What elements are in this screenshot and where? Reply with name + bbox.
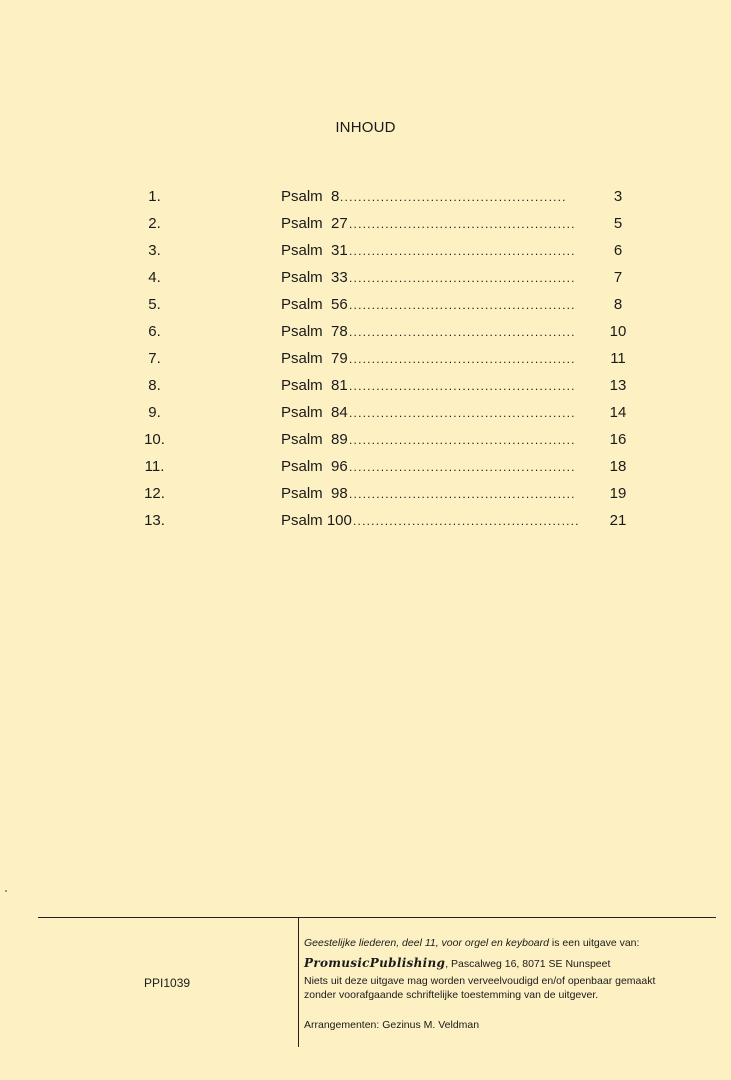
toc-page-number: 16 [609, 431, 627, 448]
toc-leader-dots: .................................................. [349, 244, 576, 258]
toc-leader-dots: .................................................. [349, 487, 576, 501]
toc-entry: Psalm 31 [281, 242, 348, 259]
toc-leader-dots: .................................................. [349, 460, 576, 474]
toc-number: 5. [148, 296, 161, 313]
toc-number: 13. [144, 512, 165, 529]
footer-divider-horizontal [38, 917, 716, 918]
toc-number: 8. [148, 377, 161, 394]
toc-leader-dots: .................................................. [349, 217, 576, 231]
toc-leader-dots: .................................................. [349, 433, 576, 447]
toc-leader-dots: .................................................. [349, 352, 576, 366]
toc-page-number: 21 [609, 512, 627, 529]
toc-leader-dots: .................................................. [349, 325, 576, 339]
footer-publisher-line [304, 956, 610, 970]
toc-page-number: 3 [613, 188, 623, 205]
toc-entry: Psalm 27 [281, 215, 348, 232]
toc-entry: Psalm 79 [281, 350, 348, 367]
toc-row [0, 269, 731, 296]
toc-number: 7. [148, 350, 161, 367]
page-title: INHOUD [335, 119, 396, 136]
toc-page-number: 10 [609, 323, 627, 340]
toc-page-number: 19 [609, 485, 627, 502]
toc-row [0, 323, 731, 350]
toc-leader-dots: .................................................. [349, 271, 576, 285]
copyright-line-1: Niets uit deze uitgave mag worden verveelvoudigd en/of openbaar gemaakt [304, 975, 656, 987]
toc-number: 4. [148, 269, 161, 286]
toc-entry: Psalm 96 [281, 458, 348, 475]
toc-entry: Psalm 84 [281, 404, 348, 421]
toc-leader-dots: .................................................. [340, 190, 567, 204]
toc-entry: Psalm 81 [281, 377, 348, 394]
series-title: Geestelijke liederen, deel 11, voor orgel en keyboard [304, 937, 549, 949]
toc-row [0, 296, 731, 323]
toc-entry: Psalm 8 [281, 188, 340, 205]
toc-row [0, 242, 731, 269]
toc-page-number: 11 [610, 350, 626, 367]
toc-entry: Psalm 100 [281, 512, 352, 529]
toc-page-number: 8 [613, 296, 623, 313]
toc-number: 11. [144, 458, 165, 475]
toc-entry: Psalm 33 [281, 269, 348, 286]
toc-row [0, 377, 731, 404]
toc-leader-dots: .................................................. [349, 379, 576, 393]
series-suffix: is een uitgave van: [548, 937, 640, 949]
toc-entry: Psalm 78 [281, 323, 348, 340]
toc-number: 10. [144, 431, 165, 448]
toc-page-number: 13 [609, 377, 627, 394]
toc-entry: Psalm 98 [281, 485, 348, 502]
toc-row [0, 431, 731, 458]
toc-number: 3. [148, 242, 161, 259]
toc-entry: Psalm 56 [281, 296, 348, 313]
publisher-address: , Pascalweg 16, 8071 SE Nunspeet [445, 958, 611, 970]
toc-row [0, 215, 731, 242]
paper-speck [5, 890, 7, 892]
toc-row [0, 188, 731, 215]
footer-series-line [304, 937, 639, 949]
toc-number: 9. [148, 404, 161, 421]
toc-number: 1. [148, 188, 161, 205]
publisher-logo: PromusicPublishing [304, 956, 446, 970]
arranger-credit: Arrangementen: Gezinus M. Veldman [304, 1019, 480, 1031]
toc-page-number: 7 [613, 269, 623, 286]
toc-row [0, 485, 731, 512]
toc-leader-dots: .................................................. [349, 406, 576, 420]
toc-number: 12. [144, 485, 165, 502]
toc-row [0, 350, 731, 377]
copyright-line-2: zonder voorafgaande schriftelijke toestemming van de uitgever. [304, 989, 599, 1001]
toc-entry: Psalm 89 [281, 431, 348, 448]
toc-page-number: 14 [609, 404, 627, 421]
toc-page-number: 6 [613, 242, 623, 259]
catalog-code: PPI1039 [144, 976, 191, 990]
toc-page-number: 18 [609, 458, 627, 475]
toc-leader-dots: .................................................. [349, 298, 576, 312]
toc-leader-dots: .................................................. [353, 514, 580, 528]
toc-number: 2. [148, 215, 161, 232]
footer-divider-vertical [298, 918, 299, 1047]
toc-row [0, 404, 731, 431]
toc-page-number: 5 [613, 215, 623, 232]
toc-number: 6. [148, 323, 161, 340]
toc-row [0, 512, 731, 539]
toc-row [0, 458, 731, 485]
